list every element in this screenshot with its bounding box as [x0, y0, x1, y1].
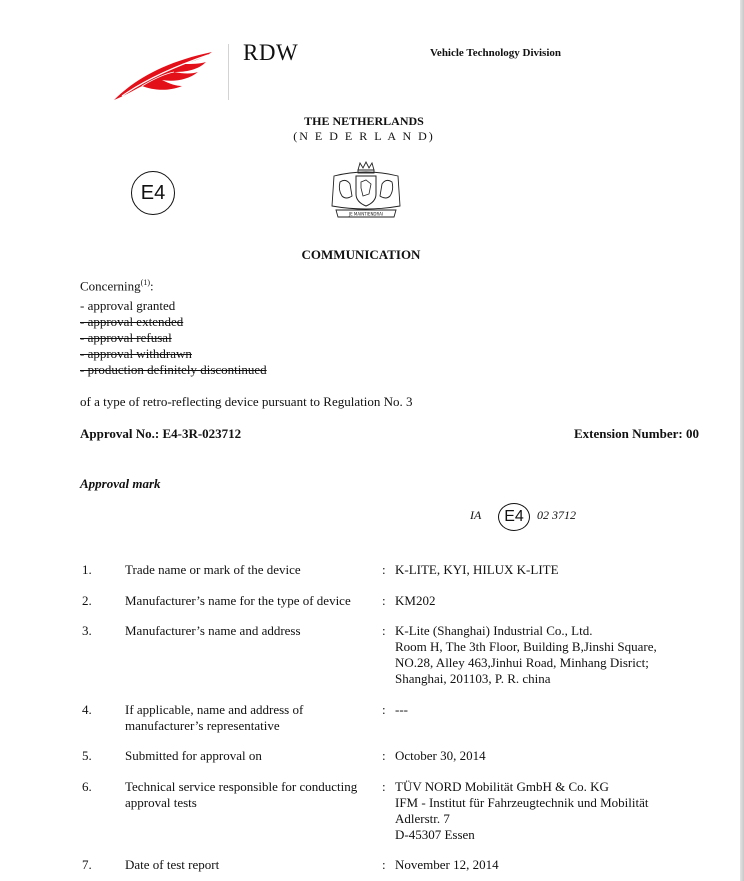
e4-country-badge: E4 — [131, 171, 175, 215]
item-value: KM202 — [395, 593, 436, 608]
extension-label: Extension Number: — [574, 426, 683, 441]
document-title: COMMUNICATION — [301, 247, 421, 262]
item-label: Manufacturer’s name and address — [125, 623, 301, 638]
coat-motto: JE MAINTIENDRAI — [348, 211, 384, 217]
item-value: November 12, 2014 — [395, 857, 499, 872]
concerning-label: Concerning$^{(1)}$: — [80, 278, 154, 294]
item-value: October 30, 2014 — [395, 748, 486, 763]
rdw-feather-logo-icon — [112, 50, 216, 102]
option-approval-granted: - approval granted — [80, 298, 176, 313]
item-number: 5. — [82, 748, 92, 763]
item-number: 4. — [82, 702, 92, 717]
item-number: 2. — [82, 593, 92, 608]
country-native-name: (N E D E R L A N D) — [293, 129, 435, 143]
item-label: Manufacturer’s name for the type of device — [125, 593, 351, 608]
extension-value: 00 — [685, 426, 699, 441]
item-value: --- — [395, 702, 408, 717]
org-name: RDW — [243, 40, 299, 65]
approval-mark-number: 02 3712 — [537, 508, 576, 522]
item-label: Technical service responsible for conducting approval tests — [125, 779, 358, 810]
item-value: K-LITE, KYI, HILUX K-LITE — [395, 562, 559, 577]
option-approval-refusal: - approval refusal — [80, 330, 172, 345]
approval-mark-e4-circle: E4 — [498, 503, 530, 531]
coat-of-arms-icon — [326, 160, 406, 224]
approval-mark-prefix: IA — [470, 508, 482, 522]
item-label: If applicable, name and address of manufacturer’s representative — [125, 702, 304, 733]
item-number: 3. — [82, 623, 92, 638]
item-number: 7. — [82, 857, 92, 872]
item-value: K-Lite (Shanghai) Industrial Co., Ltd. Room H, The 3th Floor, Building B,Jinshi Square, NO.28, Alley 463,Jinhui Road, Minhang Disrict; Shanghai, 201103, P. R. china — [395, 623, 657, 686]
country-name: THE NETHERLANDS — [304, 114, 424, 128]
page-edge — [740, 0, 744, 881]
item-label: Date of test report — [125, 857, 220, 872]
approval-mark-heading: Approval mark — [80, 476, 161, 491]
item-number: 1. — [82, 562, 92, 577]
logo-divider — [228, 44, 229, 100]
extension-number — [574, 426, 699, 442]
division-name: Vehicle Technology Division — [430, 47, 562, 59]
item-label: Trade name or mark of the device — [125, 562, 301, 577]
option-production-discontinued: - production definitely discontinued — [80, 362, 267, 377]
approval-number: Approval No.: E4-3R-023712 — [80, 426, 242, 441]
document-subject: of a type of retro-reflecting device pursuant to Regulation No. 3 — [80, 394, 413, 409]
option-approval-extended: - approval extended — [80, 314, 184, 329]
item-value: TÜV NORD Mobilität GmbH & Co. KG IFM - Institut für Fahrzeugtechnik und Mobilität Adlerstr. 7 D-45307 Essen — [395, 779, 649, 842]
item-number: 6. — [82, 779, 92, 794]
item-label: Submitted for approval on — [125, 748, 262, 763]
option-approval-withdrawn: - approval withdrawn — [80, 346, 192, 361]
